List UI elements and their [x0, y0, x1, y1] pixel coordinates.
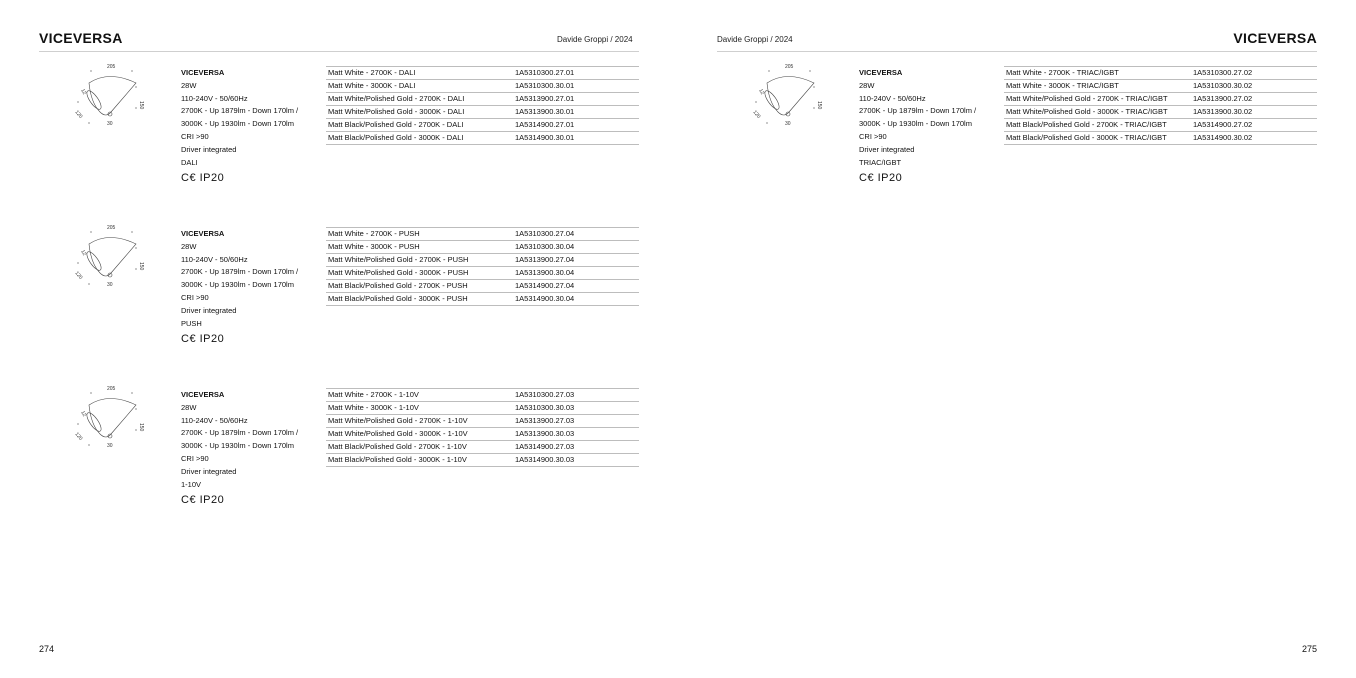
ce-ip20-mark: C€ IP20	[181, 333, 225, 346]
table-row	[326, 293, 639, 306]
product-specs	[859, 67, 999, 186]
dim-label: 150	[138, 423, 144, 432]
variant-description: Matt Black/Polished Gold - 3000K - TRIAC/IGBT	[1006, 133, 1167, 142]
table-row	[326, 389, 639, 402]
dim-label: 205	[107, 64, 116, 70]
variant-table	[326, 227, 639, 306]
variant-description: Matt White/Polished Gold - 2700K - TRIAC/IGBT	[1006, 94, 1168, 103]
dim-label: 150	[138, 262, 144, 271]
table-row	[326, 254, 639, 267]
product-specs	[181, 389, 321, 508]
spec-driver: Driver integrated	[181, 466, 237, 476]
lamp-technical-drawing	[69, 62, 179, 132]
variant-code: 1A5313900.27.01	[515, 94, 575, 103]
variant-code: 1A5314900.27.02	[1193, 120, 1253, 129]
dim-label: 30	[785, 121, 791, 127]
variant-table	[326, 388, 639, 467]
variant-code: 1A5310300.27.01	[515, 68, 575, 77]
table-row	[1004, 106, 1317, 119]
product-name: VICEVERSA	[181, 390, 225, 399]
spec-lumen: 3000K - Up 1930lm - Down 170lm	[181, 441, 294, 451]
dim-label: 30	[107, 443, 113, 449]
variant-description: Matt Black/Polished Gold - 3000K - 1-10V	[328, 455, 467, 464]
variant-description: Matt White - 2700K - DALI	[328, 68, 416, 77]
spec-control: TRIAC/IGBT	[859, 157, 902, 167]
spec-power: 28W	[181, 402, 197, 412]
table-row	[1004, 93, 1317, 106]
variant-code: 1A5314900.27.03	[515, 442, 575, 451]
variant-description: Matt Black/Polished Gold - 2700K - DALI	[328, 120, 464, 129]
dim-label: 12	[79, 410, 88, 418]
spec-lumen: 2700K - Up 1879lm - Down 170lm /	[859, 106, 977, 116]
dim-label: 205	[785, 64, 794, 70]
variant-code: 1A5310300.30.02	[1193, 81, 1253, 90]
variant-description: Matt Black/Polished Gold - 2700K - 1-10V	[328, 442, 467, 451]
spec-lumen: 2700K - Up 1879lm - Down 170lm /	[181, 428, 299, 438]
variant-description: Matt White - 2700K - 1-10V	[328, 390, 419, 399]
variant-description: Matt White/Polished Gold - 3000K - TRIAC/IGBT	[1006, 107, 1168, 116]
spec-lumen: 3000K - Up 1930lm - Down 170lm	[181, 280, 294, 290]
product-block	[39, 223, 639, 363]
product-specs	[181, 228, 321, 347]
spec-cri: CRI >90	[859, 131, 887, 141]
header-divider	[39, 51, 639, 52]
product-name: VICEVERSA	[859, 68, 903, 77]
variant-code: 1A5310300.30.04	[515, 242, 575, 251]
table-row	[326, 241, 639, 254]
product-block	[39, 384, 639, 524]
spec-voltage: 110-240V - 50/60Hz	[181, 93, 248, 103]
page-title: VICEVERSA	[39, 30, 123, 46]
dim-label: 12	[79, 249, 88, 257]
variant-description: Matt Black/Polished Gold - 3000K - DALI	[328, 133, 464, 142]
table-row	[1004, 132, 1317, 145]
table-row	[326, 441, 639, 454]
table-row	[326, 428, 639, 441]
table-row	[326, 93, 639, 106]
table-row	[326, 80, 639, 93]
product-name: VICEVERSA	[181, 229, 225, 238]
spec-control: 1-10V	[181, 479, 202, 489]
variant-code: 1A5314900.30.02	[1193, 133, 1253, 142]
variant-code: 1A5310300.30.03	[515, 403, 575, 412]
spec-cri: CRI >90	[181, 453, 209, 463]
spec-driver: Driver integrated	[181, 305, 237, 315]
header-divider	[717, 51, 1317, 52]
table-row	[326, 119, 639, 132]
spec-cri: CRI >90	[181, 131, 209, 141]
variant-description: Matt White - 3000K - DALI	[328, 81, 416, 90]
spec-lumen: 3000K - Up 1930lm - Down 170lm	[859, 119, 972, 129]
dim-label: 12	[79, 88, 88, 96]
dim-label: 120	[73, 431, 84, 442]
variant-code: 1A5310300.27.04	[515, 229, 575, 238]
variant-description: Matt White/Polished Gold - 3000K - DALI	[328, 107, 465, 116]
spec-power: 28W	[181, 80, 197, 90]
variant-code: 1A5314900.30.03	[515, 455, 575, 464]
variant-code: 1A5313900.27.03	[515, 416, 575, 425]
variant-code: 1A5313900.27.04	[515, 255, 575, 264]
spec-voltage: 110-240V - 50/60Hz	[181, 415, 248, 425]
designer-year: Davide Groppi / 2024	[557, 35, 633, 44]
spec-lumen: 2700K - Up 1879lm - Down 170lm /	[181, 267, 299, 277]
table-row	[1004, 67, 1317, 80]
product-block	[39, 62, 639, 202]
dim-label: 120	[751, 109, 762, 120]
product-specs	[181, 67, 321, 186]
table-row	[326, 228, 639, 241]
page-title: VICEVERSA	[1233, 30, 1317, 46]
product-name: VICEVERSA	[181, 68, 225, 77]
variant-description: Matt White - 3000K - 1-10V	[328, 403, 419, 412]
variant-code: 1A5314900.30.01	[515, 133, 575, 142]
table-row	[326, 415, 639, 428]
spec-cri: CRI >90	[181, 292, 209, 302]
variant-description: Matt White - 2700K - TRIAC/IGBT	[1006, 68, 1119, 77]
spec-driver: Driver integrated	[859, 144, 915, 154]
table-row	[326, 402, 639, 415]
variant-description: Matt White/Polished Gold - 3000K - PUSH	[328, 268, 469, 277]
spec-control: DALI	[181, 157, 198, 167]
product-block	[717, 62, 1317, 202]
dim-label: 30	[107, 121, 113, 127]
spec-control: PUSH	[181, 318, 202, 328]
ce-ip20-mark: C€ IP20	[859, 172, 903, 185]
dim-label: 12	[757, 88, 766, 96]
table-row	[326, 267, 639, 280]
dim-label: 150	[816, 101, 822, 110]
page-number: 274	[39, 644, 55, 654]
variant-table	[1004, 66, 1317, 145]
variant-code: 1A5314900.27.01	[515, 120, 575, 129]
variant-description: Matt White - 2700K - PUSH	[328, 229, 420, 238]
variant-description: Matt Black/Polished Gold - 3000K - PUSH	[328, 294, 468, 303]
variant-description: Matt White - 3000K - TRIAC/IGBT	[1006, 81, 1119, 90]
dim-label: 205	[107, 386, 116, 392]
dim-label: 120	[73, 270, 84, 281]
spec-lumen: 2700K - Up 1879lm - Down 170lm /	[181, 106, 299, 116]
spec-power: 28W	[859, 80, 875, 90]
variant-code: 1A5313900.30.01	[515, 107, 575, 116]
right-page	[678, 0, 1356, 678]
variant-table	[326, 66, 639, 145]
variant-description: Matt Black/Polished Gold - 2700K - PUSH	[328, 281, 468, 290]
variant-code: 1A5313900.30.02	[1193, 107, 1253, 116]
variant-code: 1A5314900.30.04	[515, 294, 575, 303]
variant-code: 1A5313900.30.04	[515, 268, 575, 277]
table-row	[326, 280, 639, 293]
lamp-technical-drawing	[69, 384, 179, 454]
variant-code: 1A5313900.30.03	[515, 429, 575, 438]
page-number: 275	[1301, 644, 1317, 654]
table-row	[326, 67, 639, 80]
ce-ip20-mark: C€ IP20	[181, 494, 225, 507]
spec-driver: Driver integrated	[181, 144, 237, 154]
lamp-technical-drawing	[747, 62, 857, 132]
variant-description: Matt White/Polished Gold - 3000K - 1-10V	[328, 429, 468, 438]
table-row	[326, 454, 639, 467]
table-row	[326, 132, 639, 145]
variant-description: Matt White/Polished Gold - 2700K - DALI	[328, 94, 465, 103]
spec-voltage: 110-240V - 50/60Hz	[859, 93, 926, 103]
spec-voltage: 110-240V - 50/60Hz	[181, 254, 248, 264]
table-row	[326, 106, 639, 119]
variant-description: Matt White/Polished Gold - 2700K - 1-10V	[328, 416, 468, 425]
variant-code: 1A5313900.27.02	[1193, 94, 1253, 103]
variant-code: 1A5310300.30.01	[515, 81, 575, 90]
dim-label: 30	[107, 282, 113, 288]
variant-code: 1A5310300.27.03	[515, 390, 575, 399]
lamp-technical-drawing	[69, 223, 179, 293]
variant-description: Matt Black/Polished Gold - 2700K - TRIAC/IGBT	[1006, 120, 1167, 129]
dim-label: 150	[138, 101, 144, 110]
variant-code: 1A5314900.27.04	[515, 281, 575, 290]
dim-label: 205	[107, 225, 116, 231]
ce-ip20-mark: C€ IP20	[181, 172, 225, 185]
designer-year: Davide Groppi / 2024	[717, 35, 793, 44]
dim-label: 120	[73, 109, 84, 120]
table-row	[1004, 119, 1317, 132]
spec-power: 28W	[181, 241, 197, 251]
variant-code: 1A5310300.27.02	[1193, 68, 1253, 77]
variant-description: Matt White/Polished Gold - 2700K - PUSH	[328, 255, 469, 264]
variant-description: Matt White - 3000K - PUSH	[328, 242, 420, 251]
spec-lumen: 3000K - Up 1930lm - Down 170lm	[181, 119, 294, 129]
table-row	[1004, 80, 1317, 93]
